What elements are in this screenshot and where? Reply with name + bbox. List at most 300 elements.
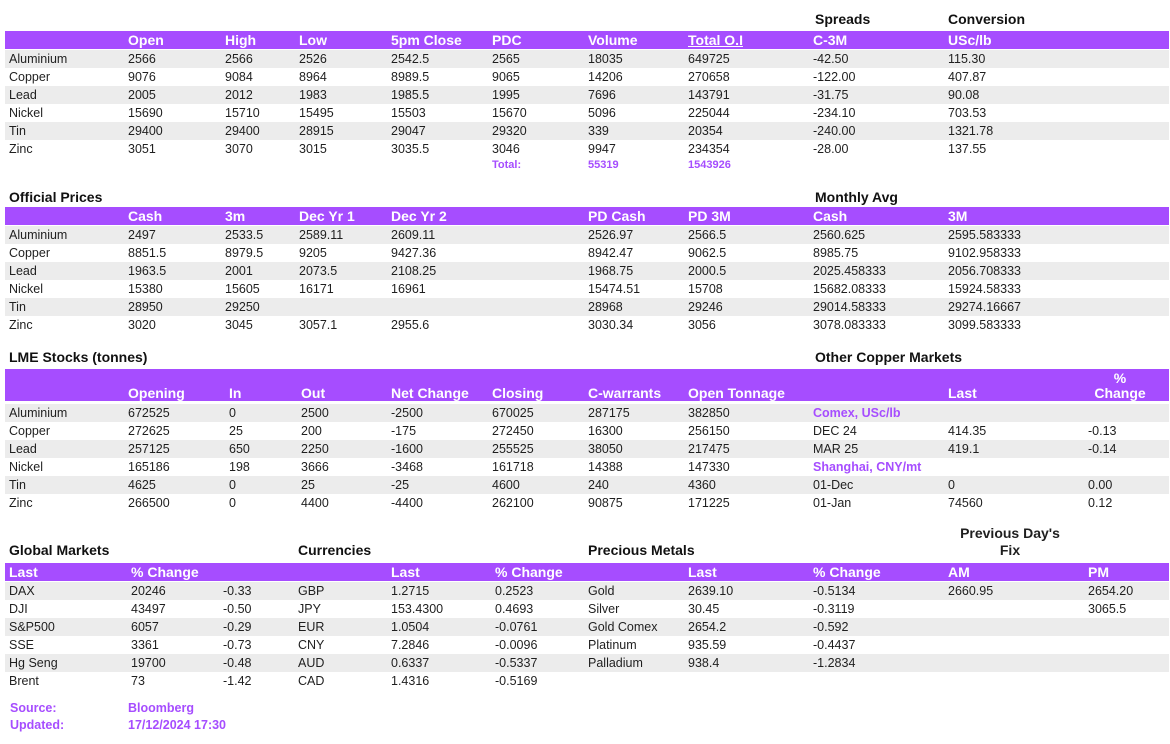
futures-cell: 143791 xyxy=(688,88,730,102)
precious-cell: Palladium xyxy=(588,656,643,670)
precious-cell: 30.45 xyxy=(688,602,720,616)
indices-cell: SSE xyxy=(9,638,35,652)
stocks-header-row xyxy=(5,369,1169,401)
official-cell: 9205 xyxy=(299,246,327,260)
futures-cell: 225044 xyxy=(688,106,730,120)
col-closing: Closing xyxy=(492,385,544,401)
futures-cell: 29400 xyxy=(225,124,260,138)
col-precious-last: Last xyxy=(688,564,717,580)
indices-cell: -1.42 xyxy=(223,674,252,688)
futures-header-row xyxy=(5,31,1169,49)
official-cell: Aluminium xyxy=(9,228,68,242)
official-cell: 2955.6 xyxy=(391,318,430,332)
currencies-cell: -0.5337 xyxy=(495,656,538,670)
official-cell: 8979.5 xyxy=(225,246,264,260)
stocks-cell: 171225 xyxy=(688,496,730,510)
official-cell: 2595.583333 xyxy=(948,228,1021,242)
official-cell: 3078.083333 xyxy=(813,318,886,332)
futures-row xyxy=(5,140,1169,158)
col-pd-cash: PD Cash xyxy=(588,208,646,224)
currencies-cell: -0.0096 xyxy=(495,638,538,652)
stocks-cell: 4625 xyxy=(128,478,156,492)
futures-cell: Aluminium xyxy=(9,52,68,66)
stocks-cell: 255525 xyxy=(492,442,534,456)
currencies-cell: 0.4693 xyxy=(495,602,534,616)
official-cell: 2000.5 xyxy=(688,264,727,278)
stocks-row xyxy=(5,404,1169,422)
stocks-cell: 14388 xyxy=(588,460,623,474)
futures-cell: -28.00 xyxy=(813,142,849,156)
futures-cell: Lead xyxy=(9,88,37,102)
official-cell: 3045 xyxy=(225,318,253,332)
col-open: Open xyxy=(128,32,164,48)
stocks-cell: 0 xyxy=(229,478,236,492)
currencies-cell: EUR xyxy=(298,620,325,634)
official-cell: 29014.58333 xyxy=(813,300,886,314)
futures-row xyxy=(5,86,1169,104)
total-volume: 55319 xyxy=(588,159,619,171)
futures-cell: 339 xyxy=(588,124,609,138)
currencies-cell: 1.4316 xyxy=(391,674,430,688)
other-copper-label: 01-Jan xyxy=(813,496,852,510)
indices-cell: DAX xyxy=(9,584,35,598)
col-low: Low xyxy=(299,32,327,48)
col-pdc: PDC xyxy=(492,32,522,48)
futures-cell: 3035.5 xyxy=(391,142,430,156)
currencies-title: Currencies xyxy=(298,542,372,558)
futures-cell: 2566 xyxy=(225,52,253,66)
official-cell: 2526.97 xyxy=(588,228,634,242)
futures-cell: 8964 xyxy=(299,70,327,84)
futures-row xyxy=(5,68,1169,86)
indices-cell: 19700 xyxy=(131,656,166,670)
currencies-cell: JPY xyxy=(298,602,321,616)
official-cell: 9427.36 xyxy=(391,246,437,260)
futures-cell: 1983 xyxy=(299,88,327,102)
stocks-cell: 256150 xyxy=(688,424,730,438)
stocks-cell: 272625 xyxy=(128,424,170,438)
official-cell: 28950 xyxy=(128,300,163,314)
stocks-cell: 161718 xyxy=(492,460,534,474)
futures-cell: 3070 xyxy=(225,142,253,156)
futures-cell: 649725 xyxy=(688,52,730,66)
official-cell: 29250 xyxy=(225,300,260,314)
stocks-cell: 272450 xyxy=(492,424,534,438)
col-5pm-close: 5pm Close xyxy=(391,32,462,48)
updated-value: 17/12/2024 17:30 xyxy=(128,718,227,732)
change-word: Change xyxy=(1094,385,1146,401)
precious-cell: Gold Comex xyxy=(588,620,658,634)
other-copper-title: Other Copper Markets xyxy=(815,349,963,365)
col-global-pct: % Change xyxy=(131,564,199,580)
official-cell: 3056 xyxy=(688,318,716,332)
precious-metals-title: Precious Metals xyxy=(588,542,695,558)
futures-cell: 9947 xyxy=(588,142,616,156)
official-cell: 15924.58333 xyxy=(948,282,1021,296)
indices-cell: -0.73 xyxy=(223,638,252,652)
indices-cell: -0.29 xyxy=(223,620,252,634)
precious-cell: 2639.10 xyxy=(688,584,734,598)
official-row xyxy=(5,262,1169,280)
precious-cell: 3065.5 xyxy=(1088,602,1127,616)
futures-cell: 3015 xyxy=(299,142,327,156)
futures-cell: 9084 xyxy=(225,70,253,84)
col-dec-yr1: Dec Yr 1 xyxy=(299,208,355,224)
futures-cell: 1995 xyxy=(492,88,520,102)
indices-cell: 3361 xyxy=(131,638,159,652)
futures-cell: 703.53 xyxy=(948,106,987,120)
indices-cell: 43497 xyxy=(131,602,166,616)
official-cell: 8985.75 xyxy=(813,246,859,260)
stocks-cell: 200 xyxy=(301,424,322,438)
indices-cell: 20246 xyxy=(131,584,166,598)
monthly-avg-title: Monthly Avg xyxy=(815,189,898,205)
currencies-cell: 1.2715 xyxy=(391,584,430,598)
official-cell: 28968 xyxy=(588,300,623,314)
official-cell: 29274.16667 xyxy=(948,300,1021,314)
other-copper-pct: 0.12 xyxy=(1088,496,1113,510)
global-markets-title: Global Markets xyxy=(9,542,110,558)
futures-cell: 5096 xyxy=(588,106,616,120)
futures-cell: 15503 xyxy=(391,106,426,120)
stocks-cell: Zinc xyxy=(9,496,33,510)
currencies-cell: -0.5169 xyxy=(495,674,538,688)
col-monthly-3m: 3M xyxy=(948,208,968,224)
col-precious-pct: % Change xyxy=(813,564,881,580)
fix-title-line2: Fix xyxy=(999,542,1021,558)
stocks-row xyxy=(5,440,1169,458)
futures-cell: 29320 xyxy=(492,124,527,138)
official-cell: 2609.11 xyxy=(391,228,436,242)
col-c-warrants: C-warrants xyxy=(588,385,662,401)
futures-cell: 15670 xyxy=(492,106,527,120)
col-3m: 3m xyxy=(225,208,246,224)
official-cell: 8851.5 xyxy=(128,246,167,260)
official-cell: 2001 xyxy=(225,264,253,278)
stocks-cell: 650 xyxy=(229,442,250,456)
other-copper-label: 01-Dec xyxy=(813,478,854,492)
precious-cell: Gold xyxy=(588,584,615,598)
futures-cell: 2566 xyxy=(128,52,156,66)
futures-cell: 137.55 xyxy=(948,142,987,156)
stocks-row xyxy=(5,422,1169,440)
futures-cell: 3051 xyxy=(128,142,156,156)
precious-cell: -0.3119 xyxy=(813,602,855,616)
stocks-cell: 165186 xyxy=(128,460,170,474)
futures-cell: -234.10 xyxy=(813,106,856,120)
stocks-cell: 25 xyxy=(301,478,315,492)
futures-cell: Copper xyxy=(9,70,50,84)
futures-cell: 15495 xyxy=(299,106,334,120)
stocks-cell: Nickel xyxy=(9,460,44,474)
futures-cell: 1321.78 xyxy=(948,124,994,138)
futures-cell: 3046 xyxy=(492,142,520,156)
stocks-cell: 2500 xyxy=(301,406,329,420)
official-cell: 2560.625 xyxy=(813,228,866,242)
futures-cell: 2526 xyxy=(299,52,327,66)
global-header-row xyxy=(5,563,1169,581)
col-net-change: Net Change xyxy=(391,385,469,401)
stocks-cell: Tin xyxy=(9,478,26,492)
currencies-cell: CAD xyxy=(298,674,325,688)
official-row xyxy=(5,280,1169,298)
conversion-title: Conversion xyxy=(948,11,1026,27)
official-cell: 15474.51 xyxy=(588,282,641,296)
stocks-cell: 266500 xyxy=(128,496,170,510)
stocks-cell: 90875 xyxy=(588,496,623,510)
currencies-cell: 0.6337 xyxy=(391,656,430,670)
precious-cell: -0.592 xyxy=(813,620,849,634)
futures-cell: 270658 xyxy=(688,70,730,84)
futures-cell: 28915 xyxy=(299,124,334,138)
other-copper-label: MAR 25 xyxy=(813,442,859,456)
official-cell: 3099.583333 xyxy=(948,318,1021,332)
indices-cell: 73 xyxy=(131,674,145,688)
official-prices-title: Official Prices xyxy=(9,189,103,205)
official-cell: 16961 xyxy=(391,282,426,296)
total-oi: 1543926 xyxy=(688,159,731,171)
futures-cell: 115.30 xyxy=(948,52,986,66)
official-cell: 3057.1 xyxy=(299,318,338,332)
futures-cell: 20354 xyxy=(688,124,723,138)
stocks-cell: 287175 xyxy=(588,406,630,420)
indices-cell: -0.33 xyxy=(223,584,252,598)
stocks-cell: 4600 xyxy=(492,478,520,492)
precious-cell: Platinum xyxy=(588,638,637,652)
futures-cell: 8989.5 xyxy=(391,70,430,84)
stocks-row xyxy=(5,494,1169,512)
other-copper-label: Comex, USc/lb xyxy=(813,406,901,420)
futures-row xyxy=(5,122,1169,140)
col-usc-lb: USc/lb xyxy=(948,32,992,48)
fix-title-line1: Previous Day's xyxy=(960,525,1060,541)
source-label: Source: xyxy=(10,701,57,715)
official-row xyxy=(5,298,1169,316)
official-cell: 15682.08333 xyxy=(813,282,886,296)
currencies-cell: AUD xyxy=(298,656,325,670)
precious-cell: -0.5134 xyxy=(813,584,856,598)
stocks-cell: 16300 xyxy=(588,424,623,438)
stocks-cell: 0 xyxy=(229,406,236,420)
official-cell: Nickel xyxy=(9,282,44,296)
precious-cell: 2660.95 xyxy=(948,584,994,598)
official-cell: Zinc xyxy=(9,318,33,332)
stocks-cell: Copper xyxy=(9,424,50,438)
col-monthly-cash: Cash xyxy=(813,208,848,224)
global-row xyxy=(5,654,1169,672)
futures-cell: 407.87 xyxy=(948,70,987,84)
total-label: Total: xyxy=(492,159,522,171)
other-copper-last: 419.1 xyxy=(948,442,980,456)
source-value: Bloomberg xyxy=(128,701,194,715)
official-cell: 2025.458333 xyxy=(813,264,886,278)
futures-cell: 2542.5 xyxy=(391,52,430,66)
stocks-cell: -4400 xyxy=(391,496,423,510)
stocks-cell: 4400 xyxy=(301,496,329,510)
col-open-tonnage: Open Tonnage xyxy=(688,385,785,401)
official-cell: 3030.34 xyxy=(588,318,634,332)
futures-cell: 15710 xyxy=(225,106,260,120)
col-total-oi: Total O.I xyxy=(688,32,743,48)
official-row xyxy=(5,316,1169,334)
futures-cell: 1985.5 xyxy=(391,88,430,102)
col-currency-last: Last xyxy=(391,564,420,580)
precious-cell: -0.4437 xyxy=(813,638,856,652)
stocks-cell: 257125 xyxy=(128,442,170,456)
indices-cell: Brent xyxy=(9,674,39,688)
stocks-cell: 198 xyxy=(229,460,250,474)
stocks-cell: 25 xyxy=(229,424,243,438)
futures-total-row xyxy=(5,157,1169,173)
stocks-cell: 38050 xyxy=(588,442,623,456)
other-copper-last: 0 xyxy=(948,478,955,492)
col-other-pct-change xyxy=(1085,371,1155,401)
spreads-title: Spreads xyxy=(815,11,871,27)
stocks-cell: 0 xyxy=(229,496,236,510)
official-cell: 2497 xyxy=(128,228,156,242)
col-c-3m: C-3M xyxy=(813,32,848,48)
official-cell: Copper xyxy=(9,246,50,260)
precious-cell: 938.4 xyxy=(688,656,720,670)
currencies-cell: GBP xyxy=(298,584,325,598)
col-opening: Opening xyxy=(128,385,185,401)
other-copper-last: 414.35 xyxy=(948,424,987,438)
other-copper-pct: -0.14 xyxy=(1088,442,1117,456)
stocks-cell: 240 xyxy=(588,478,609,492)
indices-cell: -0.50 xyxy=(223,602,252,616)
previous-day-fix-title xyxy=(945,525,1075,559)
official-cell: 2056.708333 xyxy=(948,264,1021,278)
col-global-last: Last xyxy=(9,564,38,580)
stocks-cell: -175 xyxy=(391,424,417,438)
stocks-row xyxy=(5,476,1169,494)
official-row xyxy=(5,226,1169,244)
col-volume: Volume xyxy=(588,32,638,48)
precious-cell: 2654.20 xyxy=(1088,584,1134,598)
currencies-cell: -0.0761 xyxy=(495,620,538,634)
official-cell: 2566.5 xyxy=(688,228,727,242)
official-cell: 1963.5 xyxy=(128,264,167,278)
official-cell: 2533.5 xyxy=(225,228,264,242)
other-copper-pct: -0.13 xyxy=(1088,424,1117,438)
official-cell: Lead xyxy=(9,264,37,278)
futures-row xyxy=(5,50,1169,68)
currencies-cell: 0.2523 xyxy=(495,584,534,598)
futures-cell: Nickel xyxy=(9,106,44,120)
col-fix-am: AM xyxy=(948,564,970,580)
indices-cell: DJI xyxy=(9,602,28,616)
other-copper-label: DEC 24 xyxy=(813,424,857,438)
futures-cell: 29047 xyxy=(391,124,426,138)
precious-cell: -1.2834 xyxy=(813,656,856,670)
global-row xyxy=(5,618,1169,636)
pct-symbol: % xyxy=(1113,370,1127,386)
official-cell: 9102.958333 xyxy=(948,246,1021,260)
futures-cell: -240.00 xyxy=(813,124,856,138)
futures-cell: 2005 xyxy=(128,88,156,102)
col-other-last: Last xyxy=(948,385,977,401)
currencies-cell: 7.2846 xyxy=(391,638,430,652)
stocks-cell: 2250 xyxy=(301,442,329,456)
other-copper-last: 74560 xyxy=(948,496,983,510)
official-header-row xyxy=(5,207,1169,225)
official-cell: 29246 xyxy=(688,300,723,314)
global-row xyxy=(5,636,1169,654)
stocks-cell: 670025 xyxy=(492,406,534,420)
official-cell: 3020 xyxy=(128,318,156,332)
official-row xyxy=(5,244,1169,262)
col-dec-yr2: Dec Yr 2 xyxy=(391,208,447,224)
precious-cell: 935.59 xyxy=(688,638,727,652)
futures-cell: 2565 xyxy=(492,52,520,66)
futures-cell: 90.08 xyxy=(948,88,980,102)
lme-stocks-title: LME Stocks (tonnes) xyxy=(9,349,148,365)
stocks-cell: 382850 xyxy=(688,406,730,420)
futures-cell: 2012 xyxy=(225,88,253,102)
global-row xyxy=(5,600,1169,618)
stocks-cell: 4360 xyxy=(688,478,716,492)
futures-cell: 9065 xyxy=(492,70,520,84)
currencies-cell: 1.0504 xyxy=(391,620,430,634)
futures-cell: -31.75 xyxy=(813,88,849,102)
indices-cell: -0.48 xyxy=(223,656,252,670)
precious-cell: 2654.2 xyxy=(688,620,727,634)
indices-cell: S&P500 xyxy=(9,620,55,634)
col-high: High xyxy=(225,32,257,48)
futures-cell: 9076 xyxy=(128,70,156,84)
futures-cell: 18035 xyxy=(588,52,623,66)
stocks-cell: -1600 xyxy=(391,442,423,456)
col-fix-pm: PM xyxy=(1088,564,1109,580)
official-cell: 15708 xyxy=(688,282,723,296)
official-cell: 9062.5 xyxy=(688,246,727,260)
currencies-cell: 153.4300 xyxy=(391,602,444,616)
futures-cell: Zinc xyxy=(9,142,33,156)
updated-label: Updated: xyxy=(10,718,65,732)
official-cell: 2108.25 xyxy=(391,264,437,278)
official-cell: 1968.75 xyxy=(588,264,634,278)
futures-cell: 234354 xyxy=(688,142,730,156)
official-cell: 15380 xyxy=(128,282,163,296)
stocks-cell: 672525 xyxy=(128,406,170,420)
stocks-cell: Aluminium xyxy=(9,406,68,420)
official-cell: 8942.47 xyxy=(588,246,634,260)
global-row xyxy=(5,672,1169,690)
official-cell: Tin xyxy=(9,300,26,314)
official-cell: 16171 xyxy=(299,282,334,296)
futures-row xyxy=(5,104,1169,122)
stocks-cell: -3468 xyxy=(391,460,423,474)
other-copper-pct: 0.00 xyxy=(1088,478,1113,492)
precious-cell: Silver xyxy=(588,602,620,616)
col-pd-3m: PD 3M xyxy=(688,208,731,224)
stocks-cell: Lead xyxy=(9,442,37,456)
stocks-cell: 3666 xyxy=(301,460,329,474)
futures-cell: 29400 xyxy=(128,124,163,138)
col-cash: Cash xyxy=(128,208,163,224)
stocks-cell: -25 xyxy=(391,478,410,492)
global-row xyxy=(5,582,1169,600)
futures-cell: 14206 xyxy=(588,70,623,84)
stocks-cell: 217475 xyxy=(688,442,730,456)
indices-cell: 6057 xyxy=(131,620,159,634)
futures-cell: 15690 xyxy=(128,106,163,120)
official-cell: 15605 xyxy=(225,282,260,296)
col-currency-pct: % Change xyxy=(495,564,563,580)
stocks-row xyxy=(5,458,1169,476)
futures-cell: -42.50 xyxy=(813,52,849,66)
futures-cell: 7696 xyxy=(588,88,616,102)
